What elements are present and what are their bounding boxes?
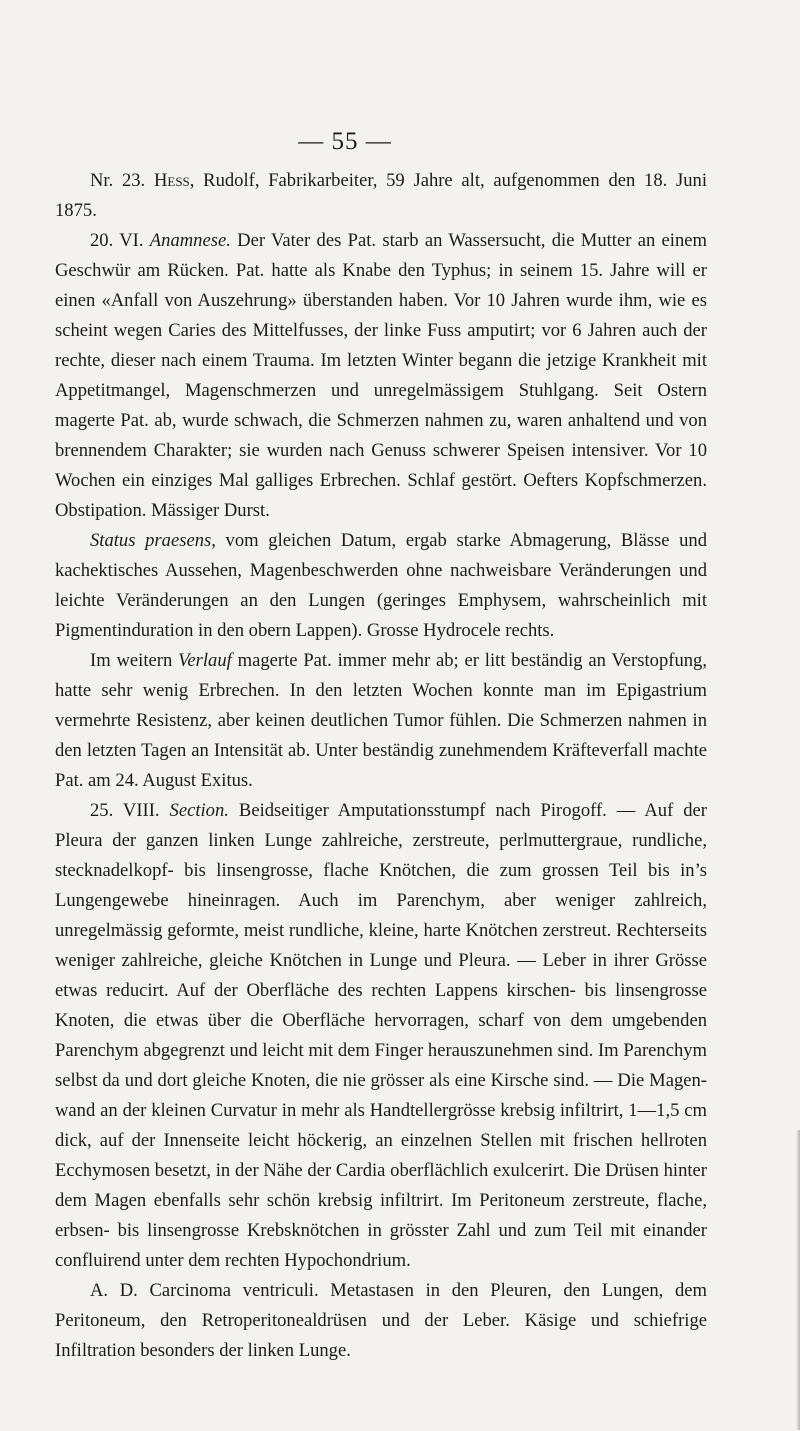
diagnosis-paragraph: A. D. Carcinoma ventriculi. Metastasen in den Pleuren, den Lungen, dem Peritoneum, den Retroperitonealdrüsen und der Leber. Käsige und schiefrige Infiltration besonders der linken Lunge. [55,1280,707,1361]
verlauf-text: magerte Pat. immer mehr ab; er litt beständig an Verstopfung, hatte sehr wenig Erbrechen. In den letzten Wochen konnte man im Epigastrium vermehrte Resistenz, aber keinen deutlichen Tumor fühlen. Die Schmerzen nahmen in den letzten Tagen an Intensität ab. Unter beständig zunehmendem Kräfteverfall machte Pat. am 24. August Exitus. [55,650,707,791]
page-edge-shadow [796,1130,800,1430]
status-text: vom gleichen Datum, ergab starke Abmagerung, Blässe und kachektisches Aussehen, Magenbeschwerden ohne nachweisbare Veränderungen und leichte Veränderungen an den Lungen (geringes Emphysem, wahrscheinlich mit Pigmentinduration in den obern Lappen). Grosse Hydrocele rechts. [55,530,708,641]
verlauf-prefix: Im weitern [90,650,179,671]
section-label: Section. [169,800,229,821]
case-number: Nr. 23. [90,170,146,191]
verlauf-label: Verlauf [178,650,232,671]
section-text: Beidseitiger Amputationsstumpf nach Pirogoff. — Auf der Pleura der ganzen linken Lunge zahlreiche, zerstreute, perlmuttergraue, rundliche, stecknadelkopf- bis linsengrosse, flache Knötchen, die zum grossen Teil bis in’s Lungengewebe hineinragen. Auch im Parenchym, aber weniger zahlreich, unregelmässig geformte, meist rundliche, kleine, harte Knötchen zerstreut. Rechterseits weniger zahlreiche, gleiche Knötchen in Lunge und Pleura. — Leber in ihrer Grösse etwas reducirt. Auf der Oberfläche des rechten Lappens kirschen- bis linsengrosse Knoten, die etwas über die Oberfläche hervorragen, scharf von dem umgebenden Parenchym abgegrenzt und leicht mit dem Finger herauszunehmen sind. Im Parenchym selbst da und dort gleiche Knoten, die nie grösser als eine Kirsche sind. — Die Magenwand an der kleinen Curvatur in mehr als Handtellergrösse krebsig infiltrirt, 1—1,5 cm dick, auf der Innenseite leicht höckerig, an einzelnen Stellen mit frischen hellroten Ecchymosen besetzt, in der Nähe der Cardia oberflächlich exulcerirt. Die Drüsen hinter dem Magen ebenfalls sehr schön krebsig infiltrirt. Im Peritoneum zerstreute, flache, erbsen- bis linsengrosse Krebsknötchen in grösster Zahl und zum Teil mit einander confluirend unter dem rechten Hypochondrium. [55,800,708,1271]
section-paragraph [55,796,707,1276]
case-header [55,166,707,226]
anamnese-paragraph [55,226,707,526]
status-label: Status praesens, [90,530,216,551]
anamnese-text: Der Vater des Pat. starb an Wassersucht, die Mutter an einem Geschwür am Rücken. Pat. hatte als Knabe den Typhus; in seinem 15. Jahre will er einen «Anfall von Auszehrung» überstanden haben. Vor 10 Jahren wurde ihm, wie es scheint wegen Caries des Mittelfusses, der linke Fuss amputirt; vor 6 Jahren auch der rechte, dieser nach einem Trauma. Im letzten Winter begann die jetzige Krankheit mit Appetitmangel, Magenschmerzen und unregelmässigem Stuhlgang. Seit Ostern magerte Pat. ab, wurde schwach, die Schmerzen nahmen zu, waren anhaltend und von brennendem Charakter; sie wurden nach Genuss schwerer Speisen intensiver. Vor 10 Wochen ein einziges Mal galliges Erbrechen. Schlaf gestört. Oefters Kopfschmerzen. Obstipation. Mässiger Durst. [55,230,707,521]
status-paragraph [55,526,707,646]
anamnese-date: 20. VI. [90,230,150,251]
section-date: 25. VIII. [90,800,170,821]
case-report [55,166,707,1366]
case-header-text: , Rudolf, Fabrikarbeiter, 59 Jahre alt, aufgenommen den 18. Juni 1875. [55,170,707,221]
verlauf-paragraph [55,646,707,796]
patient-surname: Hess [153,170,190,191]
page-number: — 55 — [298,128,392,155]
anamnese-label: Anamnese. [149,230,231,251]
